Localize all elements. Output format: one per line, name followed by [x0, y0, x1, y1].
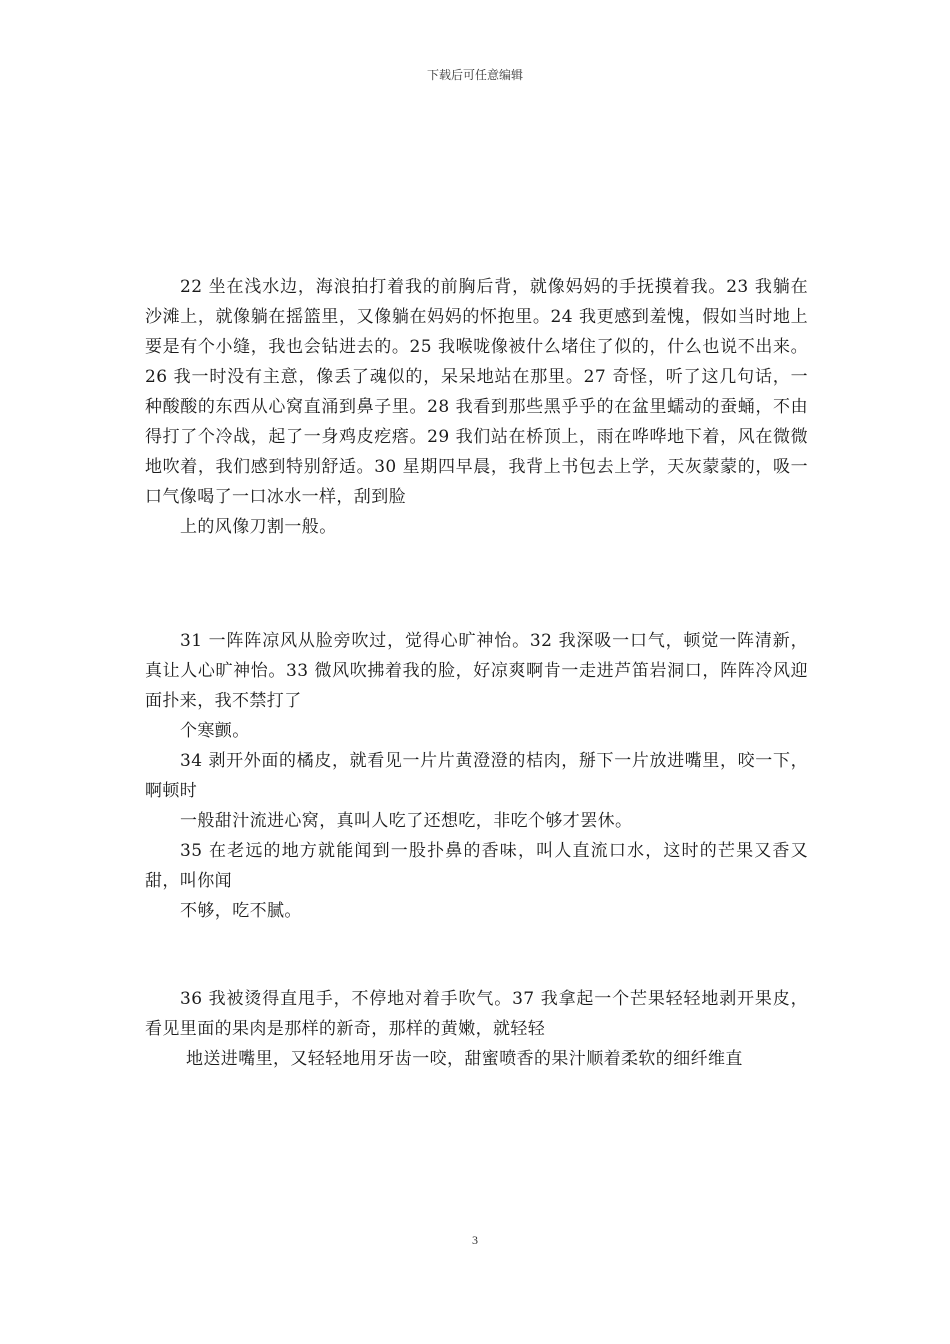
paragraph-31-33: 31 一阵阵凉风从脸旁吹过，觉得心旷神怡。32 我深吸一口气，顿觉一阵清新，真让人心旷神怡。33 微风吹拂着我的脸，好凉爽啊肯一走进芦笛岩洞口，阵阵冷风迎面扑来，我不禁打了: [145, 631, 808, 711]
paragraph-spacer: [145, 926, 808, 984]
paragraph-22-30: 22 坐在浅水边，海浪拍打着我的前胸后背，就像妈妈的手抚摸着我。23 我躺在沙滩上，就像躺在摇篮里，又像躺在妈妈的怀抱里。24 我更感到羞愧，假如当时地上要是有个小缝，我也会钻进去的。25 我喉咙像被什么堵住了似的，什么也说不出来。26 我一时没有主意，像丢了魂似的，呆呆地站在那里。27 奇怪，听了这几句话，一种酸酸的东西从心窝直涌到鼻子里。28 我看到那些黑乎乎的在盆里蠕动的蚕蛹，不由得打了个冷战，起了一身鸡皮疙瘩。29 我们站在桥顶上，雨在哗哗地下着，风在微微地吹着，我们感到特别舒适。30 星期四早晨，我背上书包去上学，天灰蒙蒙的，吸一口气像喝了一口冰水一样，刮到脸: [145, 277, 808, 507]
paragraph-36-37-tail: 地送进嘴里，又轻轻地用牙齿一咬，甜蜜喷香的果汁顺着柔软的细纤维直: [186, 1049, 743, 1069]
document-body: [145, 272, 808, 1074]
paragraph-36-37: 36 我被烫得直甩手，不停地对着手吹气。37 我拿起一个芒果轻轻地剥开果皮，看见里面的果肉是那样的新奇，那样的黄嫩，就轻轻: [145, 989, 808, 1039]
paragraph-31-33-tail: 个寒颤。: [180, 721, 250, 741]
paragraph-35-tail: 不够，吃不腻。: [180, 901, 302, 921]
page-number: 3: [472, 1233, 478, 1247]
paragraph-34-tail: 一般甜汁流进心窝，真叫人吃了还想吃，非吃个够才罢休。: [180, 811, 633, 831]
page-header: 下载后可任意编辑: [426, 68, 523, 82]
paragraph-spacer: [145, 542, 808, 626]
paragraph-35: 35 在老远的地方就能闻到一股扑鼻的香味，叫人直流口水，这时的芒果又香又甜，叫你闻: [145, 841, 808, 891]
paragraph-22-30-tail: 上的风像刀割一般。: [180, 517, 337, 537]
paragraph-34: 34 剥开外面的橘皮，就看见一片片黄澄澄的桔肉，掰下一片放进嘴里，咬一下，啊顿时: [145, 751, 808, 801]
